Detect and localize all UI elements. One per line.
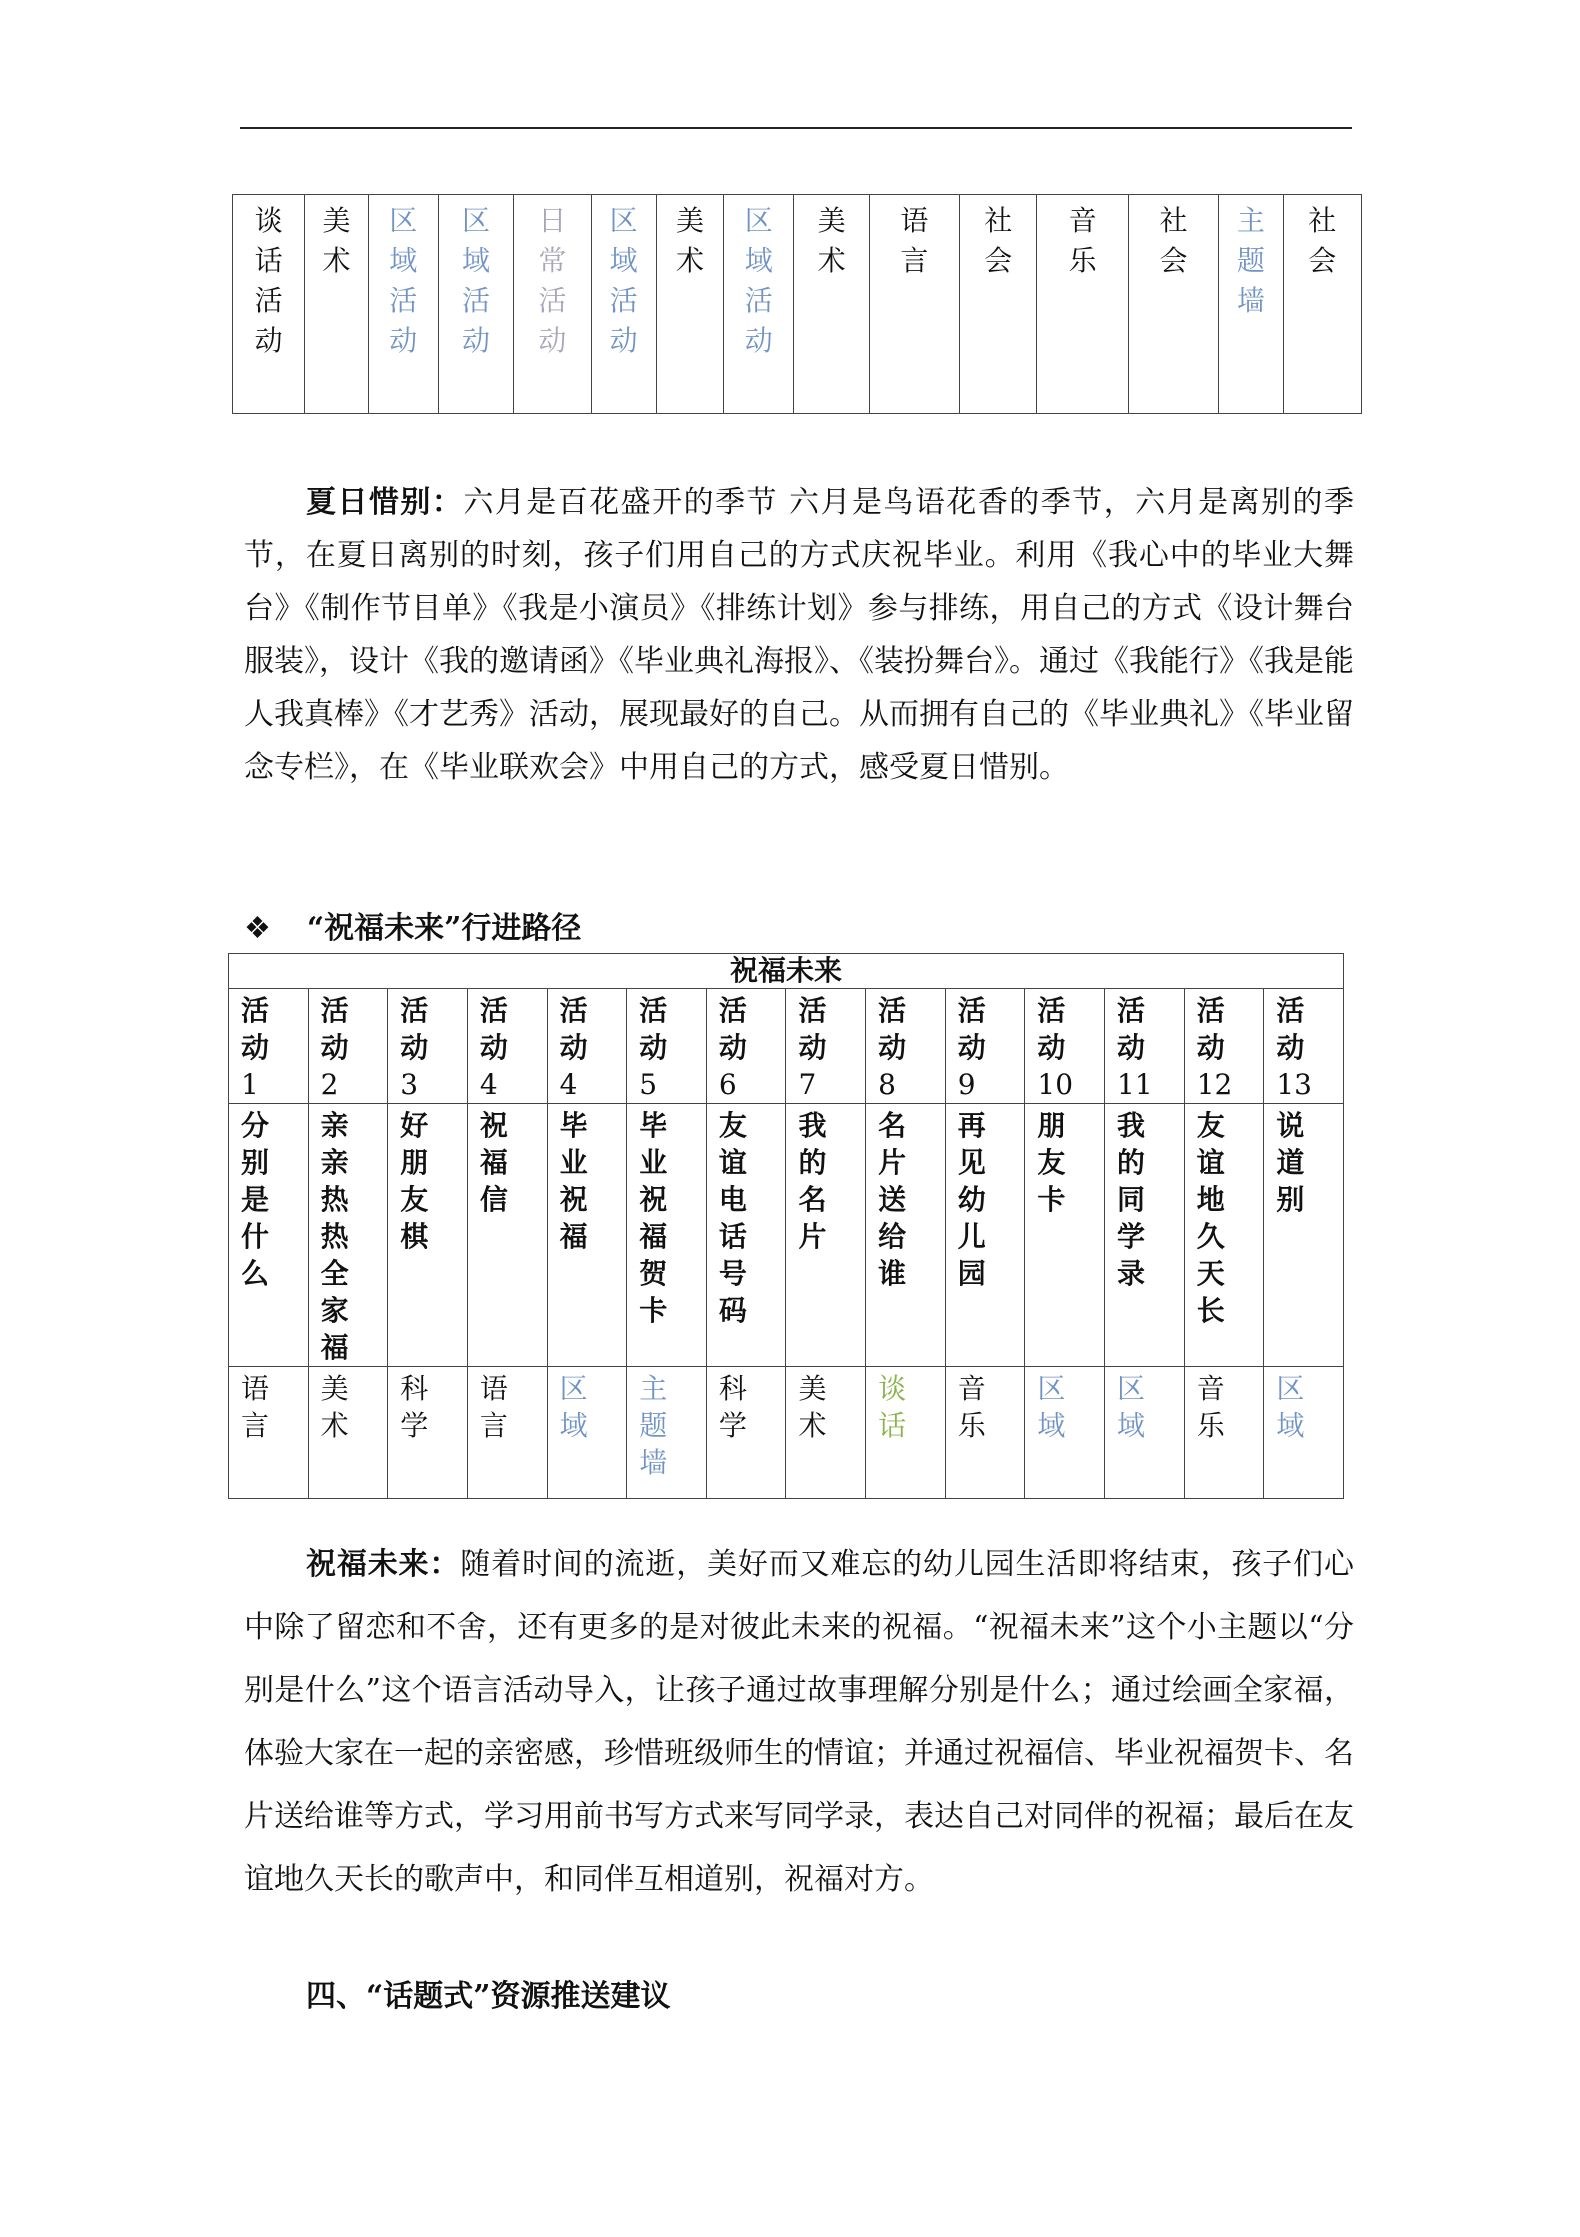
activity-number-cell [229,989,309,1104]
activity-subject: 科学 [718,1372,747,1442]
activity-label: 活动 [957,994,986,1064]
activity-subject: 区域 [1117,1372,1146,1442]
activity-name: 亲亲热热全家福 [320,1109,349,1364]
activity-subject-cell [388,1367,468,1499]
activity-subject-cell [706,1367,786,1499]
activity-number: 9 [957,1068,976,1101]
activity-subject: 区域 [1276,1372,1305,1442]
subject-cell-text: 区域活动 [462,204,491,357]
section-title: “祝福未来”行进路径 [306,911,582,946]
subject-cell [233,195,305,414]
activity-subject-cell [308,1367,388,1499]
activity-number: 12 [1196,1068,1233,1101]
activity-name-cell [388,1104,468,1367]
activity-name: 说道别 [1276,1109,1305,1216]
header-rule [240,127,1352,129]
activity-name: 友谊电话号码 [718,1109,747,1327]
section-heading [244,907,581,951]
subject-cell-text: 社会 [1159,204,1188,277]
activity-name: 名片送给谁 [878,1109,907,1290]
activity-name-cell [706,1104,786,1367]
activity-number-cell [547,989,627,1104]
subject-cell-text: 谈话活动 [254,204,283,357]
activity-label: 活动 [798,994,827,1064]
subject-cell [591,195,656,414]
activity-name: 祝福信 [479,1109,508,1216]
activity-number-cell [1025,989,1105,1104]
activity-subject-cell [1025,1367,1105,1499]
subject-table [232,194,1362,414]
activity-number: 7 [798,1068,817,1101]
subject-cell [1219,195,1283,414]
subject-cell [305,195,368,414]
subject-cell [368,195,438,414]
subject-row [233,195,1362,414]
subject-cell [1283,195,1361,414]
activity-subject: 主题墙 [639,1372,668,1479]
activity-number: 2 [320,1068,339,1101]
summer-body: 六月是百花盛开的季节 六月是鸟语花香的季节，六月是离别的季节，在夏日离别的时刻，孩子们用自己的方式庆祝毕业。利用《我心中的毕业大舞台》《制作节目单》《我是小演员》《排练计划》参与排练，用自己的方式《设计舞台服装》，设计《我的邀请函》《毕业典礼海报》、《装扮舞台》。通过《我能行》《我是能人我真棒》《才艺秀》活动，展现最好的自己。从而拥有自己的《毕业典礼》《毕业留念专栏》，在《毕业联欢会》中用自己的方式，感受夏日惜别。 [244,485,1354,785]
activity-name: 分别是什么 [241,1109,270,1290]
subject-cell-text: 语言 [900,204,929,277]
activity-name-cell [547,1104,627,1367]
subject-cell [656,195,723,414]
activity-number: 10 [1037,1068,1074,1101]
activity-label: 活动 [1037,994,1066,1064]
activity-name: 再见幼儿园 [957,1109,986,1290]
subject-cell-text: 区域活动 [609,204,638,357]
subject-cell-text: 区域活动 [744,204,773,357]
activity-subject-cell [945,1367,1025,1499]
activity-label: 活动 [559,994,588,1064]
activity-name-cell [467,1104,547,1367]
activity-subject: 美术 [798,1372,827,1442]
activity-subject-cell [229,1367,309,1499]
activity-number: 4 [559,1068,578,1101]
activity-number: 6 [718,1068,737,1101]
activity-number: 1 [241,1068,259,1101]
subject-cell [869,195,959,414]
summer-label: 夏日惜别： [306,485,464,520]
activity-number: 5 [639,1068,658,1101]
subject-cell [724,195,794,414]
subject-cell-text: 美术 [817,204,846,277]
wish-table [228,953,1344,1499]
activity-number-cell [467,989,547,1104]
subject-cell-text: 主题墙 [1236,204,1265,317]
activity-label: 活动 [400,994,429,1064]
activity-label: 活动 [1196,994,1225,1064]
activity-subject: 语言 [241,1372,270,1442]
activity-number-cell [1184,989,1264,1104]
subject-cell [514,195,591,414]
activity-subject-cell [1264,1367,1344,1499]
subject-cell [1037,195,1128,414]
activity-subject: 区域 [1037,1372,1066,1442]
activity-subject: 谈话 [878,1372,907,1442]
activity-label: 活动 [320,994,349,1064]
activity-name: 我的同学录 [1117,1109,1146,1290]
subject-cell-text: 社会 [984,204,1013,277]
activity-number-cell [786,989,866,1104]
activity-label: 活动 [878,994,907,1064]
activity-name: 毕业祝福 [559,1109,588,1253]
activity-number: 13 [1276,1068,1312,1101]
activity-label: 活动 [1276,994,1305,1064]
activity-label: 活动 [1117,994,1146,1064]
activity-subject: 音乐 [1196,1372,1225,1442]
activity-name-cell [786,1104,866,1367]
activity-name-cell [308,1104,388,1367]
activity-name-row [229,1104,1344,1367]
activity-number-cell [945,989,1025,1104]
activity-subject: 科学 [400,1372,429,1442]
summer-paragraph [244,476,1354,794]
subject-cell-text: 音乐 [1068,204,1097,277]
activity-subject-cell [786,1367,866,1499]
activity-name-cell [229,1104,309,1367]
activity-subject: 区域 [559,1372,588,1442]
activity-name-cell [1264,1104,1344,1367]
activity-name: 我的名片 [798,1109,827,1253]
wish-body: 随着时间的流逝，美好而又难忘的幼儿园生活即将结束，孩子们心中除了留恋和不舍，还有更多的是对彼此未来的祝福。“祝福未来”这个小主题以“分别是什么”这个语言活动导入，让孩子通过故事理解分别是什么；通过绘画全家福，体验大家在一起的亲密感，珍惜班级师生的情谊；并通过祝福信、毕业祝福贺卡、名片送给谁等方式，学习用前书写方式来写同学录，表达自己对同伴的祝福；最后在友谊地久天长的歌声中，和同伴互相道别，祝福对方。 [244,1547,1355,1897]
activity-number-cell [706,989,786,1104]
activity-number-cell [308,989,388,1104]
activity-number: 8 [878,1068,896,1101]
activity-name-cell [1105,1104,1185,1367]
activity-subject-cell [627,1367,707,1499]
activity-label: 活动 [241,994,270,1064]
activity-subject-cell [1105,1367,1185,1499]
subject-cell-text: 日常活动 [538,204,567,357]
subject-cell [1128,195,1218,414]
subject-cell-text: 美术 [675,204,704,277]
activity-name-cell [627,1104,707,1367]
activity-number-cell [866,989,946,1104]
activity-subject-cell [1184,1367,1264,1499]
diamond-bullet-icon: ❖ [244,911,271,946]
activity-subject-cell [866,1367,946,1499]
activity-subject: 音乐 [957,1372,986,1442]
activity-name-cell [1025,1104,1105,1367]
activity-number-cell [1105,989,1185,1104]
subject-cell-text: 美术 [322,204,351,277]
activity-name: 好朋友棋 [400,1109,429,1253]
activity-name-cell [866,1104,946,1367]
subject-cell [794,195,869,414]
activity-name: 毕业祝福贺卡 [639,1109,668,1327]
wish-paragraph [244,1533,1354,1911]
section-four-heading: 四、“话题式”资源推送建议 [306,1979,671,2014]
activity-number-cell [388,989,468,1104]
activity-number-cell [627,989,707,1104]
activity-name-cell [945,1104,1025,1367]
activity-number: 4 [479,1068,498,1101]
activity-label: 活动 [718,994,747,1064]
activity-number-row [229,989,1344,1104]
activity-label: 活动 [479,994,508,1064]
subject-cell-text: 社会 [1308,204,1337,277]
activity-name: 朋友卡 [1037,1109,1066,1216]
wish-label: 祝福未来： [306,1547,461,1582]
subject-cell [438,195,513,414]
activity-subject: 语言 [479,1372,508,1442]
activity-subject-row [229,1367,1344,1499]
activity-subject-cell [467,1367,547,1499]
activity-number: 3 [400,1068,419,1101]
activity-subject: 美术 [320,1372,349,1442]
activity-name: 友谊地久天长 [1196,1109,1225,1327]
wish-table-title: 祝福未来 [229,954,1344,989]
activity-subject-cell [547,1367,627,1499]
activity-name-cell [1184,1104,1264,1367]
subject-cell [960,195,1037,414]
activity-label: 活动 [639,994,668,1064]
activity-number-cell [1264,989,1344,1104]
activity-number: 11 [1117,1068,1153,1101]
subject-cell-text: 区域活动 [389,204,418,357]
